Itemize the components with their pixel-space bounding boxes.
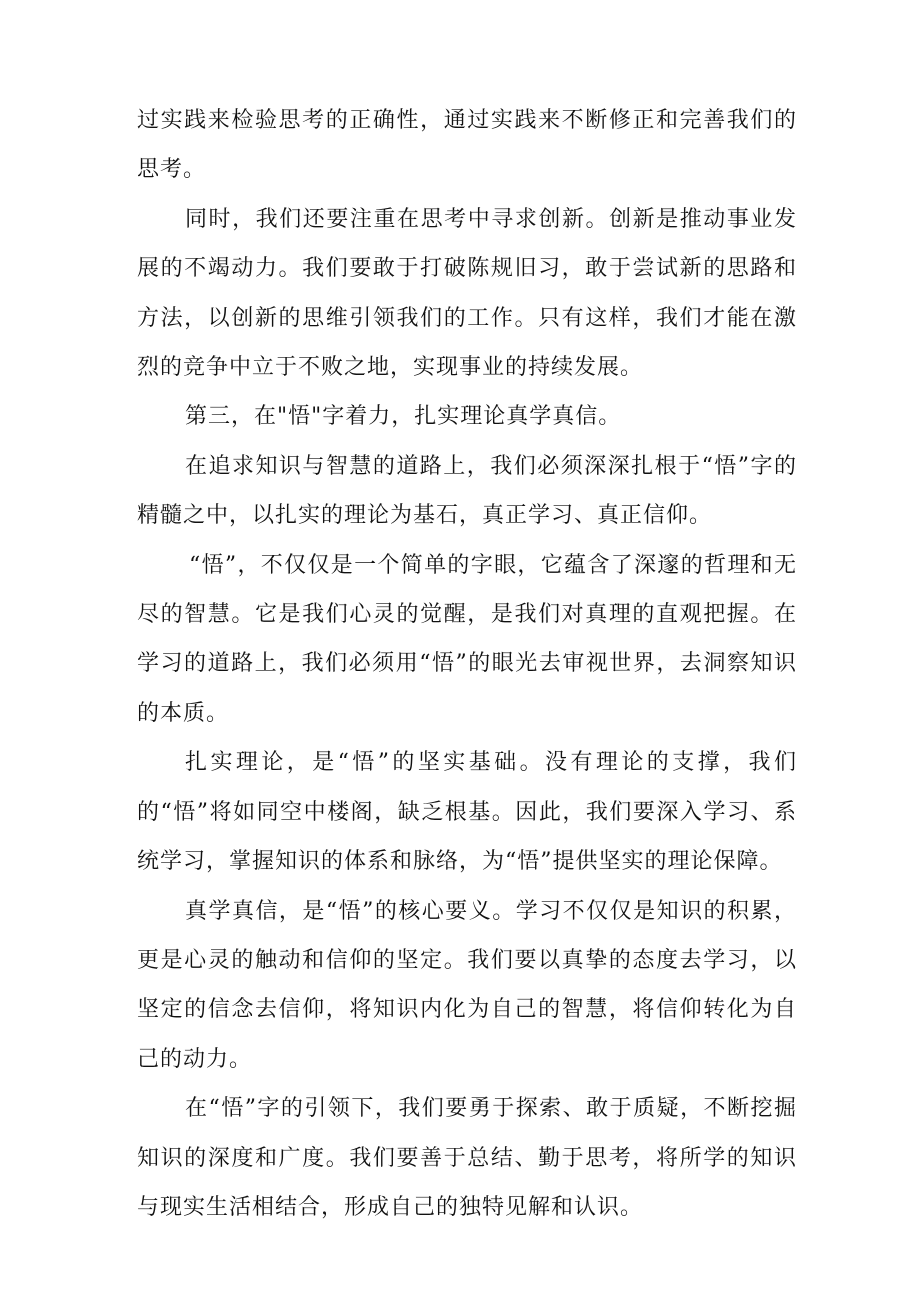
paragraph-innovation: 同时，我们还要注重在思考中寻求创新。创新是推动事业发展的不竭动力。我们要敢于打破陈规旧习，敢于尝试新的思路和方法，以创新的思维引领我们的工作。只有这样，我们才能在激烈的竞争中立于不败之地，实现事业的持续发展。 (137, 206, 797, 381)
document-body (137, 96, 797, 1232)
paragraph-wu-meaning: “悟”，不仅仅是一个简单的字眼，它蕴含了深邃的哲理和无尽的智慧。它是我们心灵的觉醒，是我们对真理的直观把握。在学习的道路上，我们必须用“悟”的眼光去审视世界，去洞察知识的本质。 (137, 552, 797, 726)
paragraph-pursuit: 在追求知识与智慧的道路上，我们必须深深扎根于“悟”字的精髓之中，以扎实的理论为基石，真正学习、真正信仰。 (137, 453, 797, 529)
paragraph-true-learning: 真学真信，是“悟”的核心要义。学习不仅仅是知识的积累，更是心灵的触动和信仰的坚定。我们要以真挚的态度去学习，以坚定的信念去信仰，将知识内化为自己的智慧，将信仰转化为自己的动力。 (137, 898, 797, 1072)
section-heading-three: 第三，在"悟"字着力，扎实理论真学真信。 (185, 404, 622, 430)
paragraph-continuation: 过实践来检验思考的正确性，通过实践来不断修正和完善我们的思考。 (137, 108, 797, 183)
paragraph-solid-theory: 扎实理论，是“悟”的坚实基础。没有理论的支撑，我们的“悟”将如同空中楼阁，缺乏根基。因此，我们要深入学习、系统学习，掌握知识的体系和脉络，为“悟”提供坚实的理论保障。 (137, 750, 797, 875)
paragraph-exploration: 在“悟”字的引领下，我们要勇于探索、敢于质疑，不断挖掘知识的深度和广度。我们要善于总结、勤于思考，将所学的知识与现实生活相结合，形成自己的独特见解和认识。 (137, 1096, 797, 1220)
